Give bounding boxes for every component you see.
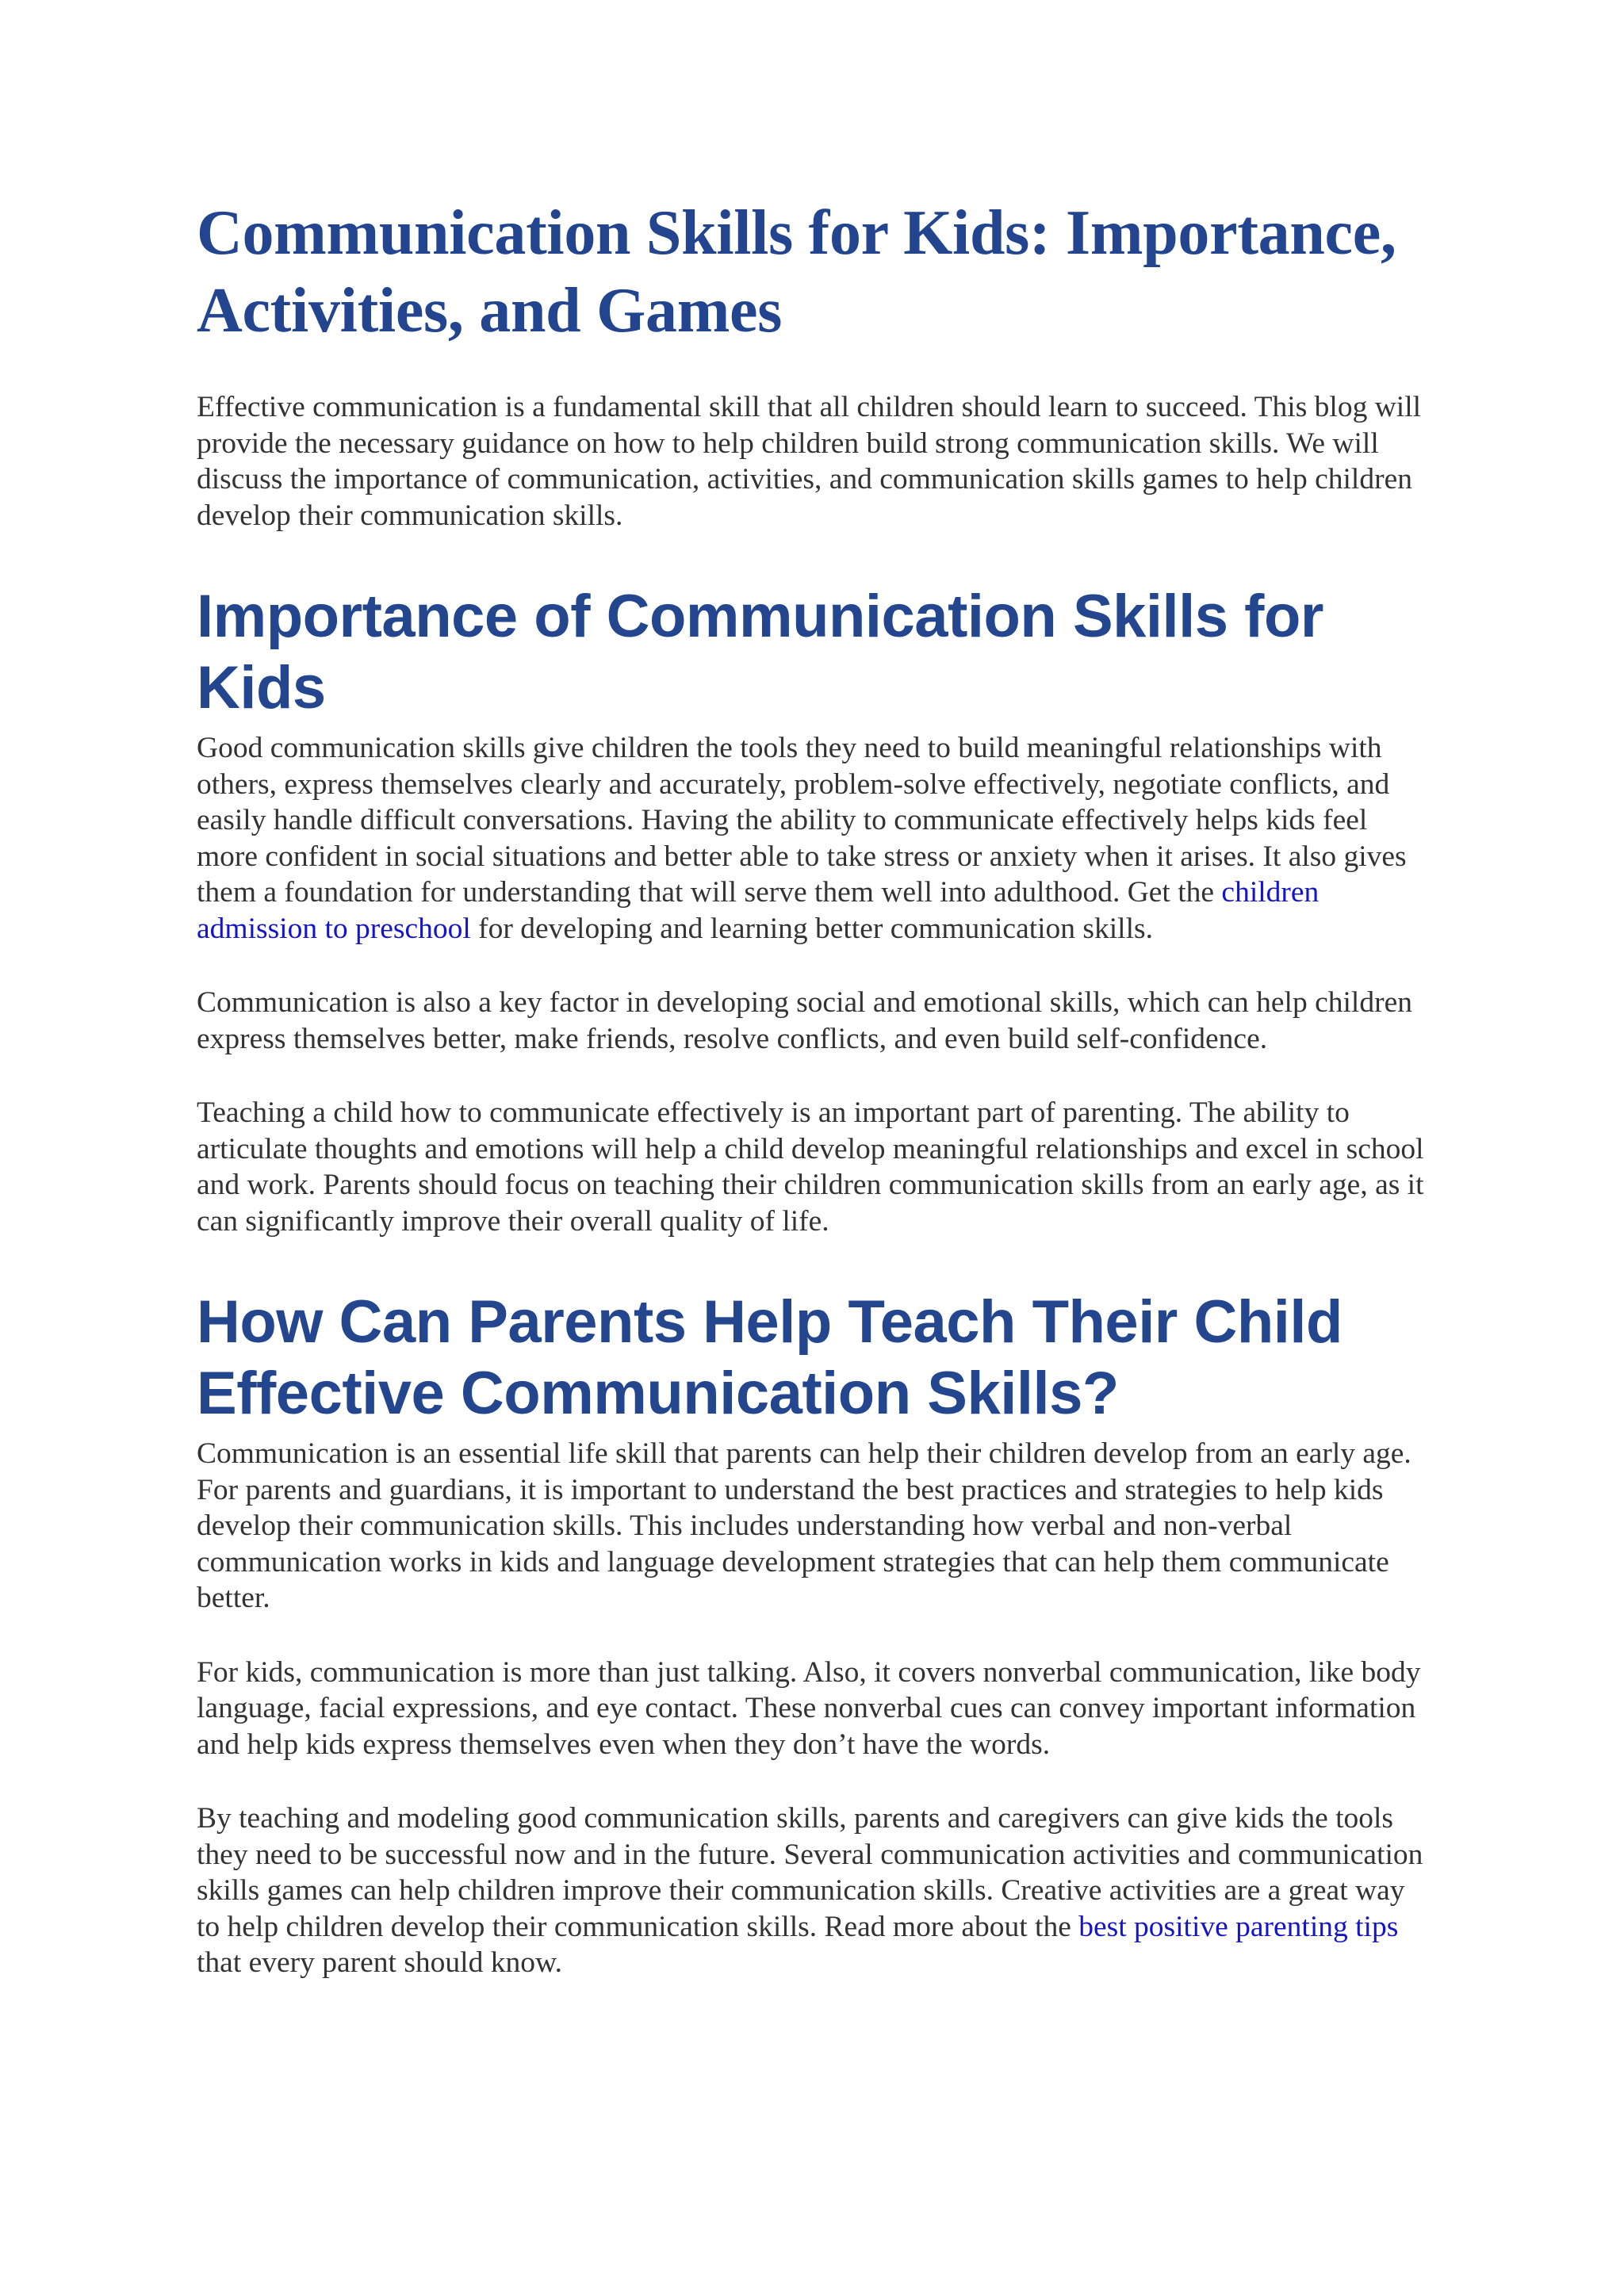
importance-paragraph-1: [197, 730, 1434, 947]
importance-paragraph-1-text-a: Good communication skills give children the tools they need to build meaningful relationships with others, express themselves clearly and accurately, problem-solve effectively, negotiate conflicts, and easily handle difficult conversations. Having the ability to communicate effectively helps kids feel more confident in social situations and better able to take stress or anxiety when it arises. It also gives them a foundation for understanding that will serve them well into adulthood. Get the: [197, 732, 1407, 909]
parents-paragraph-3-text-a: By teaching and modeling good communication skills, parents and caregivers can give kids the tools they need to be successful now and in the future. Several communication activities and communication skills games can help children improve their communication skills. Creative activities are a great way to help children develop their communication skills. Read more about the: [197, 1802, 1423, 1943]
parents-paragraph-3-text-b: that every parent should know.: [197, 1946, 562, 1979]
parents-paragraph-2: For kids, communication is more than just talking. Also, it covers nonverbal communication, like body language, facial expressions, and eye contact. These nonverbal cues can convey important information and help kids express themselves even when they don’t have the words.: [197, 1655, 1421, 1761]
parents-paragraph-3: [197, 1800, 1434, 1981]
positive-parenting-tips-link[interactable]: best positive parenting tips: [1078, 1910, 1399, 1943]
section-heading-parents-help: How Can Parents Help Teach Their Child Effective Communication Skills?: [197, 1288, 1342, 1427]
preschool-admission-link[interactable]: children admission to preschool: [197, 876, 1320, 945]
document-title: Communication Skills for Kids: Importance, Activities, and Games: [197, 198, 1396, 346]
parents-paragraph-1: Communication is an essential life skill that parents can help their children develop from an early age. For parents and guardians, it is important to understand the best practices and strategies to help kids develop their communication skills. This includes understanding how verbal and non-verbal communication works in kids and language development strategies that can help them communicate better.: [197, 1437, 1411, 1614]
importance-paragraph-1-text-b: for developing and learning better communication skills.: [470, 912, 1153, 945]
intro-paragraph: Effective communication is a fundamental skill that all children should learn to succeed. This blog will provide the necessary guidance on how to help children build strong communication skills. We will discuss the importance of communication, activities, and communication skills games to help children develop their communication skills.: [197, 391, 1422, 532]
section-heading-importance: Importance of Communication Skills for Kids: [197, 583, 1323, 721]
importance-paragraph-3: Teaching a child how to communicate effectively is an important part of parenting. The ability to articulate thoughts and emotions will help a child develop meaningful relationships and excel in school and work. Parents should focus on teaching their children communication skills from an early age, as it can significantly improve their overall quality of life.: [197, 1096, 1424, 1238]
importance-paragraph-2: Communication is also a key factor in developing social and emotional skills, which can help children express themselves better, make friends, resolve conflicts, and even build self-confidence.: [197, 986, 1412, 1055]
document-content: [197, 194, 1434, 2019]
